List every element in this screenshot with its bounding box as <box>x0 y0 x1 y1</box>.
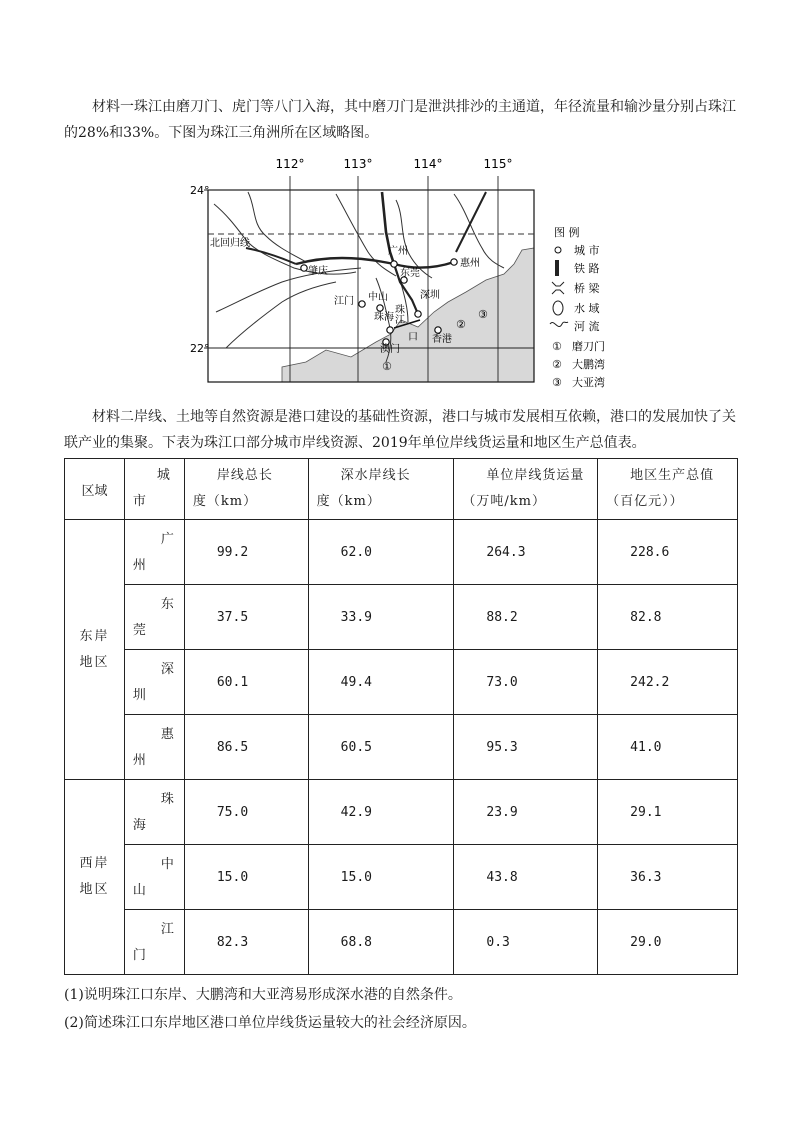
lon-label-113: 113° <box>343 157 373 171</box>
city-label-kou: 口 <box>408 332 418 343</box>
legend-mark-2: ② <box>552 358 562 371</box>
city-char-top: 惠 <box>160 727 174 742</box>
cell-gdp: 41.0 <box>598 715 738 780</box>
cell-freight: 0.3 <box>454 910 598 975</box>
cell-freight: 23.9 <box>454 780 598 845</box>
header-total-b: 度（km） <box>192 494 258 509</box>
cell-gdp: 29.0 <box>598 910 738 975</box>
legend-city-label: 城 市 <box>574 244 600 257</box>
legend-title: 图 例 <box>554 226 580 239</box>
table-row <box>65 520 738 585</box>
city-char-bottom: 州 <box>132 753 146 768</box>
cell-freight: 88.2 <box>454 585 598 650</box>
region-west: 西岸地区 <box>79 856 110 897</box>
city-label-xianggang: 香港 <box>432 334 452 345</box>
city-char-bottom: 门 <box>132 948 146 963</box>
question-1: (1)说明珠江口东岸、大鹏湾和大亚湾易形成深水港的自然条件。 <box>64 987 462 1003</box>
cell-total: 60.1 <box>184 650 308 715</box>
legend-river-label: 河 流 <box>574 320 600 333</box>
region-east: 东岸地区 <box>79 628 110 670</box>
table-row <box>65 780 738 845</box>
cell-deep: 68.8 <box>308 910 454 975</box>
legend-rail-symbol <box>555 260 559 276</box>
cell-total: 82.3 <box>184 910 308 975</box>
header-freight-a: 单位岸线货运量 <box>486 468 585 483</box>
city-label-dongguan: 东莞 <box>400 268 420 279</box>
legend-water-label: 水 域 <box>574 302 600 315</box>
legend-modaomen-label: 磨刀门 <box>572 340 605 353</box>
cell-total: 75.0 <box>184 780 308 845</box>
table-header-row <box>65 459 738 520</box>
cell-freight: 43.8 <box>454 845 598 910</box>
city-label-zhongshan: 中山 <box>368 292 388 303</box>
cell-freight: 73.0 <box>454 650 598 715</box>
legend-daya-label: 大亚湾 <box>572 376 605 389</box>
mark-1: ① <box>382 360 392 373</box>
cell-gdp: 228.6 <box>598 520 738 585</box>
city-label-guangzhou: 广州 <box>388 246 408 257</box>
city-char-top: 中 <box>160 857 174 872</box>
question-2: (2)简述珠江口东岸地区港口单位岸线货运量较大的社会经济原因。 <box>64 1015 476 1031</box>
city-char-bottom: 州 <box>132 558 146 573</box>
city-char-bottom: 莞 <box>132 623 146 638</box>
cell-gdp: 82.8 <box>598 585 738 650</box>
lon-label-112: 112° <box>275 157 305 171</box>
legend-river-symbol <box>550 322 568 327</box>
city-label-zhu: 珠江 <box>392 304 404 324</box>
city-char-bottom: 山 <box>132 883 146 898</box>
cell-deep: 49.4 <box>308 650 454 715</box>
cell-total: 86.5 <box>184 715 308 780</box>
city-char-top: 深 <box>160 662 174 677</box>
cell-deep: 15.0 <box>308 845 454 910</box>
city-label-zhaoqing: 肇庆 <box>308 266 328 277</box>
cell-gdp: 29.1 <box>598 780 738 845</box>
header-city-b: 市 <box>132 494 147 509</box>
legend-dapeng-label: 大鹏湾 <box>572 358 605 371</box>
table-row <box>65 845 738 910</box>
header-region: 区域 <box>81 483 108 499</box>
lat-label-22: 22° <box>190 342 210 355</box>
cell-freight: 264.3 <box>454 520 598 585</box>
header-freight-b: （万吨/km） <box>462 494 546 509</box>
header-city-a: 城 <box>156 468 171 483</box>
legend-bridge-symbol <box>552 282 564 294</box>
table-row <box>65 910 738 975</box>
mark-3: ③ <box>478 308 488 321</box>
legend-bridge-label: 桥 梁 <box>574 282 600 295</box>
lon-label-115: 115° <box>483 157 513 171</box>
cell-deep: 60.5 <box>308 715 454 780</box>
city-char-top: 东 <box>160 597 174 612</box>
material-1-paragraph: 材料一珠江由磨刀门、虎门等八门入海，其中磨刀门是泄洪排沙的主通道，年径流量和输沙量分别占珠江的28%和33%。下图为珠江三角洲所在区域略图。 <box>64 99 736 141</box>
city-label-shenzhen: 深圳 <box>420 290 440 301</box>
header-total-a: 岸线总长 <box>216 468 273 483</box>
legend-mark-1: ① <box>552 340 562 353</box>
table-row <box>65 650 738 715</box>
cell-gdp: 242.2 <box>598 650 738 715</box>
legend-water-symbol <box>553 301 563 315</box>
mark-2: ② <box>456 318 466 331</box>
cell-total: 37.5 <box>184 585 308 650</box>
cell-gdp: 36.3 <box>598 845 738 910</box>
header-deep-a: 深水岸线长 <box>340 468 411 483</box>
city-char-bottom: 海 <box>132 818 146 833</box>
city-char-top: 广 <box>160 532 174 547</box>
city-label-jiangmen: 江门 <box>334 296 354 307</box>
header-gdp-a: 地区生产总值 <box>630 468 715 483</box>
city-label-aomen: 澳门 <box>380 344 400 355</box>
cell-freight: 95.3 <box>454 715 598 780</box>
table-row <box>65 585 738 650</box>
city-label-huizhou: 惠州 <box>460 258 480 269</box>
city-char-top: 珠 <box>160 792 174 807</box>
city-label-zhuhai: 珠海 <box>374 312 394 323</box>
port-data-table <box>64 458 738 975</box>
cell-deep: 62.0 <box>308 520 454 585</box>
header-gdp-b: （百亿元）） <box>606 494 684 509</box>
cell-total: 99.2 <box>184 520 308 585</box>
legend-rail-label: 铁 路 <box>574 262 600 275</box>
legend-mark-3: ③ <box>552 376 562 389</box>
cell-deep: 42.9 <box>308 780 454 845</box>
lon-label-114: 114° <box>413 157 443 171</box>
table-row <box>65 715 738 780</box>
legend-city-symbol <box>555 247 561 253</box>
material-2-paragraph: 材料二岸线、土地等自然资源是港口建设的基础性资源，港口与城市发展相互依赖，港口的发展加快了关联产业的集聚。下表为珠江口部分城市岸线资源、2019年单位岸线货运量和地区生产总值表。 <box>64 409 736 451</box>
lat-label-24: 24° <box>190 184 210 197</box>
city-char-bottom: 圳 <box>132 688 146 703</box>
cell-deep: 33.9 <box>308 585 454 650</box>
cell-total: 15.0 <box>184 845 308 910</box>
tropic-label: 北回归线 <box>210 238 250 249</box>
header-deep-b: 度（km） <box>316 494 381 509</box>
pearl-river-delta-map <box>186 152 616 392</box>
city-char-top: 江 <box>160 922 174 937</box>
